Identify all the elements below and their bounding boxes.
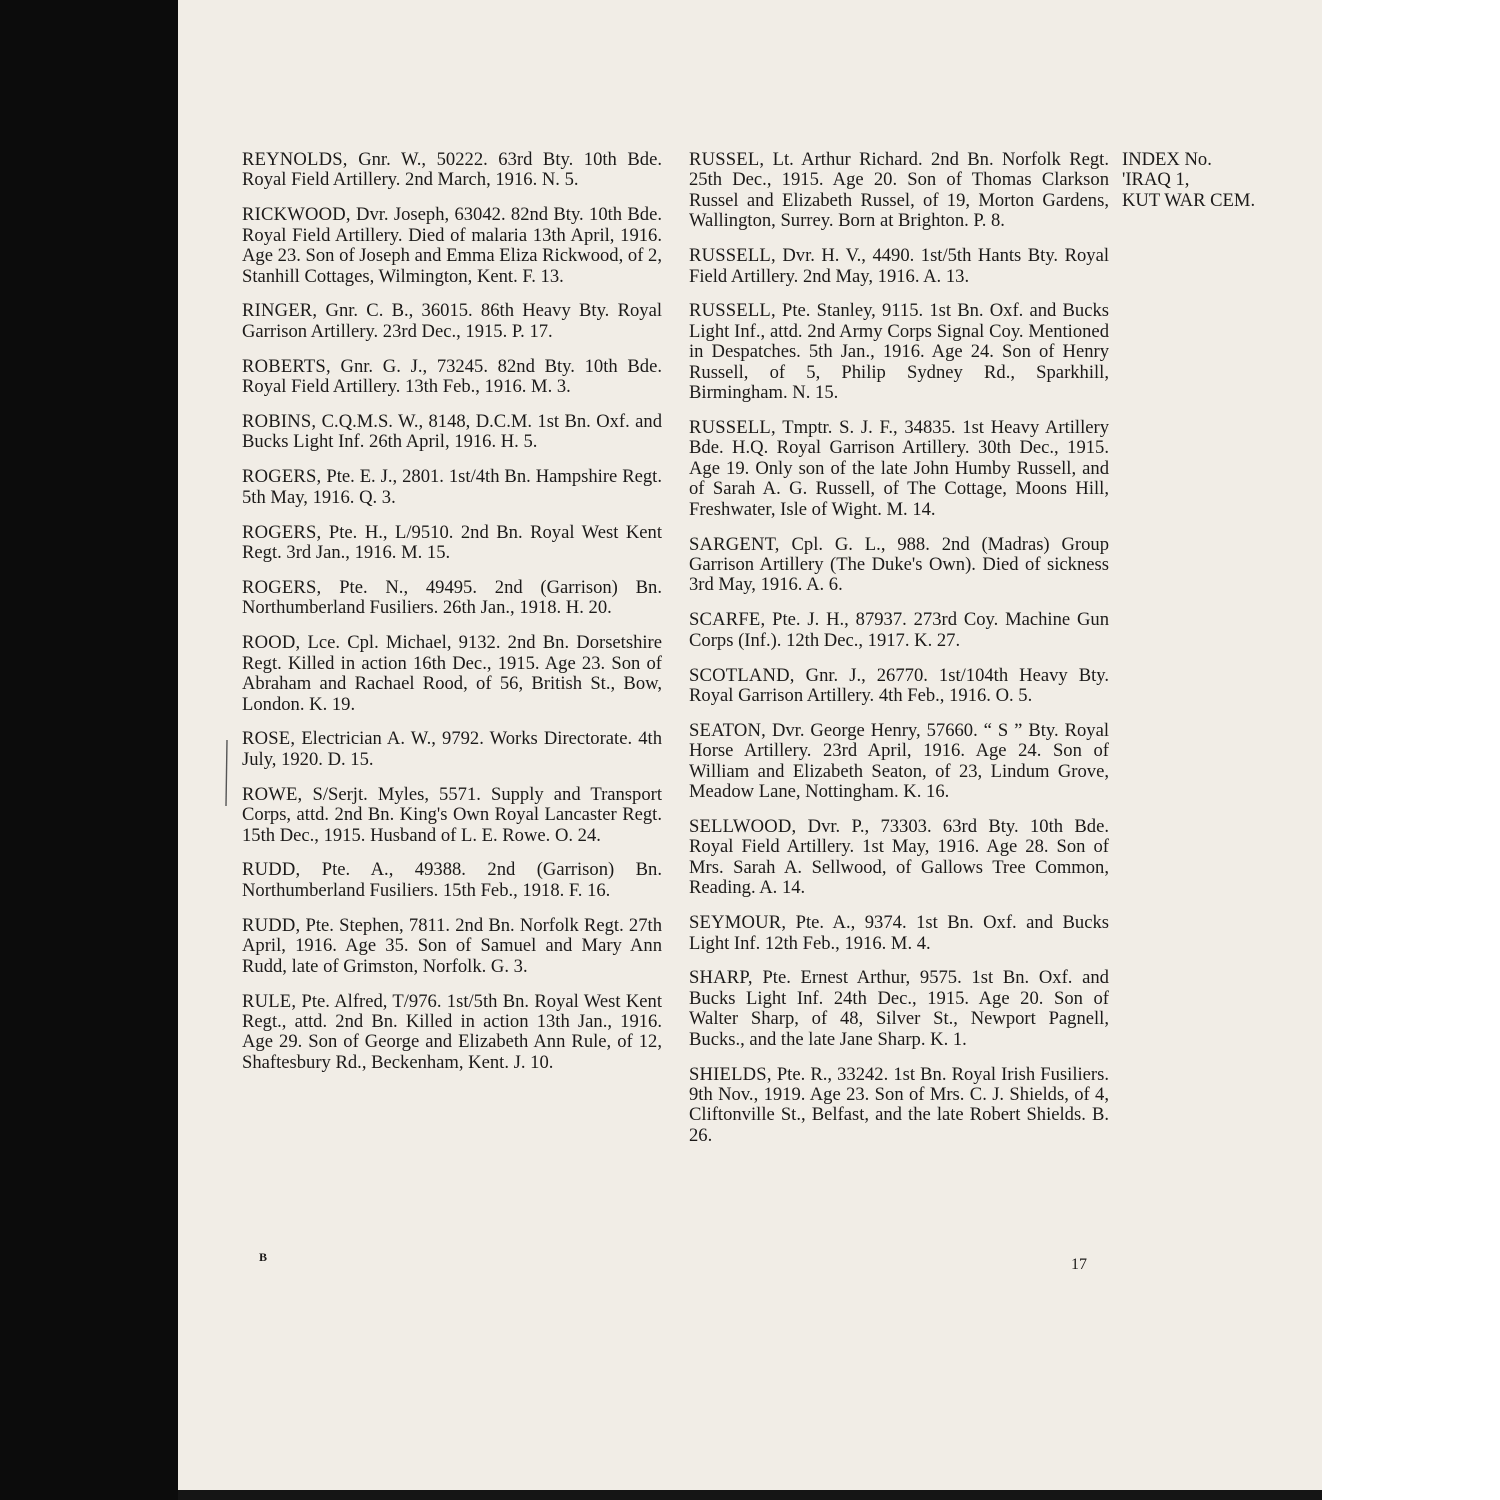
entry-details: Gnr. C. B., 36015. 86th Heavy Bty. Royal Garrison Artillery. 23rd Dec., 1915. P. 17. — [242, 300, 662, 342]
scan-border-bottom — [178, 1490, 1322, 1500]
entry-surname: ROBERTS, — [242, 355, 331, 377]
casualty-entry — [242, 412, 662, 453]
entry-details: Electrician A. W., 9792. Works Directorate. 4th July, 1920. D. 15. — [242, 728, 662, 770]
margin-pencil-mark — [224, 738, 230, 808]
entry-details: Dvr. George Henry, 57660. “ S ” Bty. Royal Horse Artillery. 23rd April, 1916. Age 24. Son of William and Elizabeth Seaton, of 23, Lindum Grove, Meadow Lane, Nottingham. K. 16. — [689, 719, 1110, 803]
entry-surname: ROWE, — [242, 783, 303, 805]
casualty-entry — [689, 913, 1109, 954]
entry-details: Pte. N., 49495. 2nd (Garrison) Bn. Northumberland Fusiliers. 26th Jan., 1918. H. 20. — [242, 577, 662, 619]
entry-surname: REYNOLDS, — [242, 149, 348, 170]
casualty-entry — [689, 610, 1109, 651]
casualty-entry — [689, 418, 1109, 520]
entry-surname: RULE, — [242, 990, 297, 1012]
entry-details: Dvr. P., 73303. 63rd Bty. 10th Bde. Royal Field Artillery. 1st May, 1916. Age 28. Son of Mrs. Sarah A. Sellwood, of Gallows Tree Common, Reading. A. 14. — [689, 815, 1109, 899]
entry-details: Lt. Arthur Richard. 2nd Bn. Norfolk Regt. 25th Dec., 1915. Age 20. Son of Thomas Clarkson Russel and Elizabeth Russel, of 19, Morton Gardens, Wallington, Surrey. Born at Brighton. P. 8. — [689, 149, 1109, 232]
entry-details: S/Serjt. Myles, 5571. Supply and Transport Corps, attd. 2nd Bn. King's Own Royal Lancaster Regt. 15th Dec., 1915. Husband of L. E. Rowe. O. 24. — [242, 783, 662, 846]
casualty-entry — [689, 301, 1109, 403]
casualty-entry — [242, 916, 662, 977]
index-block — [1122, 150, 1312, 211]
entry-surname: ROGERS, — [242, 466, 322, 488]
casualty-entry — [242, 992, 662, 1074]
entry-details: Cpl. G. L., 988. 2nd (Madras) Group Garrison Artillery (The Duke's Own). Died of sickness 3rd May, 1916. A. 6. — [689, 533, 1109, 596]
casualty-entry — [689, 721, 1109, 803]
entry-surname: ROBINS, — [242, 411, 317, 433]
entry-details: Pte. Stephen, 7811. 2nd Bn. Norfolk Regt. 27th April, 1916. Age 35. Son of Samuel and Mary Ann Rudd, late of Grimston, Norfolk. G. 3. — [242, 914, 662, 977]
casualty-entry — [689, 666, 1109, 707]
casualty-entry — [689, 1065, 1109, 1147]
entry-details: Gnr. G. J., 73245. 82nd Bty. 10th Bde. Royal Field Artillery. 13th Feb., 1916. M. 3. — [242, 355, 662, 398]
entry-details: Pte. R., 33242. 1st Bn. Royal Irish Fusiliers. 9th Nov., 1919. Age 23. Son of Mrs. C. J. Shields, of 4, Cliftonville St., Belfast, and the late Robert Shields. B. 26. — [689, 1063, 1109, 1146]
entry-details: Gnr. W., 50222. 63rd Bty. 10th Bde. Royal Field Artillery. 2nd March, 1916. N. 5. — [242, 149, 662, 191]
entry-details: Tmptr. S. J. F., 34835. 1st Heavy Artillery Bde. H.Q. Royal Garrison Artillery. 30th Dec., 1915. Age 19. Only son of the late John Humby Russell, and of Sarah A. G. Russell, of The Cottage, Moons Hill, Freshwater, Isle of Wight. M. 14. — [689, 416, 1109, 520]
entry-details: C.Q.M.S. W., 8148, D.C.M. 1st Bn. Oxf. and Bucks Light Inf. 26th April, 1916. H. 5. — [242, 411, 662, 453]
entry-surname: RINGER, — [242, 300, 318, 322]
casualty-entry — [689, 817, 1109, 899]
entry-surname: RUDD, — [242, 914, 301, 936]
entry-surname: SHIELDS, — [689, 1063, 772, 1085]
entry-details: Pte. A., 49388. 2nd (Garrison) Bn. Northumberland Fusiliers. 15th Feb., 1918. F. 16. — [242, 859, 662, 901]
entry-details: Pte. Ernest Arthur, 9575. 1st Bn. Oxf. and Bucks Light Inf. 24th Dec., 1915. Age 20. Son of Walter Sharp, of 48, Silver St., Newport Pagnell, Bucks., and the late Jane Sharp. K. 1. — [689, 967, 1109, 1050]
entry-surname: RUSSELL, — [689, 300, 776, 322]
entry-details: Pte. Alfred, T/976. 1st/5th Bn. Royal West Kent Regt., attd. 2nd Bn. Killed in action 13th Jan., 1916. Age 29. Son of George and Elizabeth Ann Rule, of 12, Shaftesbury Rd., Beckenham, Kent. J. 10. — [242, 990, 662, 1073]
casualty-entry — [242, 357, 662, 398]
signature-mark: B — [259, 1250, 268, 1264]
entry-details: Dvr. Joseph, 63042. 82nd Bty. 10th Bde. Royal Field Artillery. Died of malaria 13th April, 1916. Age 23. Son of Joseph and Emma Eliza Rickwood, of 2, Stanhill Cottages, Wilmington, Kent. F. 13. — [242, 204, 662, 287]
entry-surname: ROGERS, — [242, 577, 322, 598]
casualty-entry — [689, 535, 1109, 596]
entry-surname: SEYMOUR, — [689, 912, 787, 934]
casualty-entry — [242, 523, 662, 564]
entry-details: Pte. Stanley, 9115. 1st Bn. Oxf. and Bucks Light Inf., attd. 2nd Army Corps Signal Coy. Mentioned in Despatches. 5th Jan., 1916. Age 24. Son of Henry Russell, of 5, Philip Sydney Rd., Sparkhill, Birmingham. N. 15. — [689, 300, 1109, 404]
entry-surname: SCOTLAND, — [689, 664, 795, 686]
casualty-entry — [242, 578, 662, 619]
left-column — [242, 150, 662, 1088]
right-column — [689, 150, 1109, 1161]
entry-surname: SARGENT, — [689, 533, 780, 555]
casualty-entry — [689, 246, 1109, 287]
entry-surname: SHARP, — [689, 967, 753, 989]
casualty-entry — [689, 150, 1109, 232]
index-cemetery: KUT WAR CEM. — [1122, 189, 1256, 211]
index-title: INDEX No. — [1122, 149, 1212, 170]
casualty-entry — [242, 633, 662, 715]
entry-surname: ROSE, — [242, 728, 296, 750]
page-number: 17 — [1071, 1256, 1087, 1273]
entry-surname: ROOD, — [242, 632, 301, 654]
casualty-entry — [242, 860, 662, 901]
entry-details: Lce. Cpl. Michael, 9132. 2nd Bn. Dorsetshire Regt. Killed in action 16th Dec., 1915. Age 23. Son of Abraham and Rachael Rood, of 56, British St., Bow, London. K. 19. — [242, 632, 662, 715]
entry-surname: RUSSELL, — [689, 416, 776, 438]
casualty-entry — [242, 150, 662, 191]
entry-surname: SCARFE, — [689, 609, 766, 631]
entry-surname: RUDD, — [242, 859, 301, 881]
scan-border-left — [0, 0, 178, 1500]
entry-details: Pte. A., 9374. 1st Bn. Oxf. and Bucks Light Inf. 12th Feb., 1916. M. 4. — [689, 912, 1109, 954]
entry-details: Dvr. H. V., 4490. 1st/5th Hants Bty. Royal Field Artillery. 2nd May, 1916. A. 13. — [689, 245, 1109, 287]
casualty-entry — [242, 785, 662, 846]
entry-details: Pte. E. J., 2801. 1st/4th Bn. Hampshire Regt. 5th May, 1916. Q. 3. — [242, 466, 662, 508]
entry-surname: SELLWOOD, — [689, 815, 797, 837]
entry-surname: SEATON, — [689, 719, 766, 741]
entry-details: Gnr. J., 26770. 1st/104th Heavy Bty. Royal Garrison Artillery. 4th Feb., 1916. O. 5. — [689, 664, 1110, 706]
entry-details: Pte. H., L/9510. 2nd Bn. Royal West Kent Regt. 3rd Jan., 1916. M. 15. — [242, 521, 662, 564]
entry-surname: ROGERS, — [242, 521, 322, 543]
casualty-entry — [689, 968, 1109, 1050]
casualty-entry — [242, 729, 662, 770]
entry-surname: RICKWOOD, — [242, 204, 351, 226]
entry-surname: RUSSEL, — [689, 149, 765, 170]
index-country: 'IRAQ 1, — [1122, 169, 1190, 191]
entry-surname: RUSSELL, — [689, 245, 776, 267]
casualty-entry — [242, 205, 662, 287]
casualty-entry — [242, 301, 662, 342]
entry-details: Pte. J. H., 87937. 273rd Coy. Machine Gun Corps (Inf.). 12th Dec., 1917. K. 27. — [689, 609, 1109, 651]
casualty-entry — [242, 467, 662, 508]
